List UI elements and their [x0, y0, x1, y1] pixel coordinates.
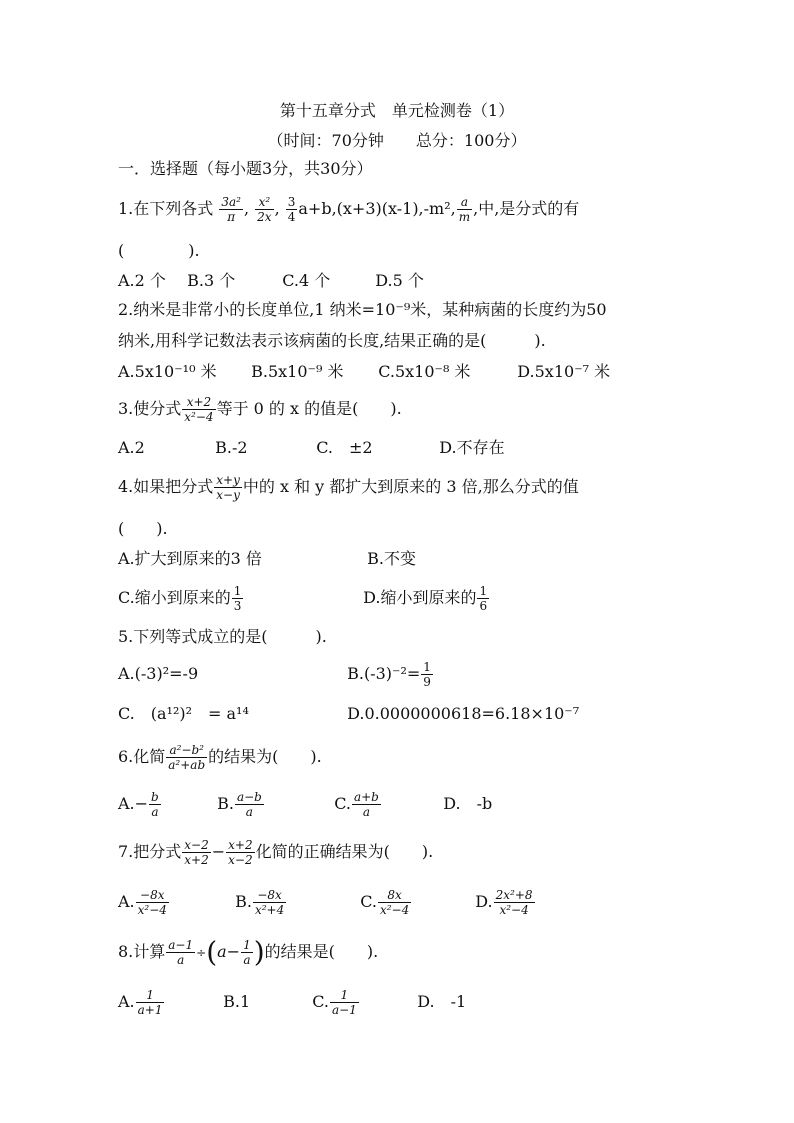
option-c: C. $\frac{8x}{\text{x²−4}}$ — [360, 888, 410, 917]
option-c: C.4 个 — [282, 271, 331, 290]
option-b: B.3 个 — [187, 271, 236, 290]
question-4-options-cd — [118, 584, 490, 613]
option-d: D. -b — [443, 794, 493, 813]
option-a: A.扩大到原来的3 倍 — [118, 549, 262, 568]
left-paren-icon: ( — [206, 935, 218, 969]
question-1-line2: ( ). — [118, 241, 200, 260]
question-4-stem: 4.如果把分式 $\frac{x+y}{x-y}$ 中的 x 和 y 都扩大到原来的 3 倍,那么分式的值 — [118, 473, 579, 502]
option-c: C. $\frac{a+b}{a}$ — [334, 790, 379, 819]
question-6-options — [118, 790, 492, 819]
option-d: D.5 个 — [375, 271, 424, 290]
fraction: $\frac{1}{a+1}$ — [137, 988, 163, 1017]
fraction: $\frac{-8x}{\text{x²+4}}$ — [254, 888, 285, 917]
fraction: $\frac{a-1}{a}$ — [168, 938, 194, 967]
fraction: $\frac{\text{x²}}{2x}$ — [257, 195, 272, 224]
option-a: A. $\frac{1}{a+1}$ — [118, 988, 163, 1017]
right-paren-icon: ) — [253, 935, 265, 969]
question-7-options — [118, 888, 536, 917]
option-b: B.不变 — [367, 549, 416, 568]
question-2-options — [118, 361, 610, 383]
option-a: A.(-3)²=-9 — [118, 664, 199, 683]
fraction: $\frac{a-b}{a}$ — [236, 790, 262, 819]
page-title: 第十五章分式 单元检测卷（1） — [279, 101, 515, 120]
option-c: C.5x10⁻⁸ 米 — [378, 362, 471, 381]
option-b: B.5x10⁻⁹ 米 — [251, 362, 344, 381]
option-c: C. ±2 — [316, 438, 373, 457]
option-b: B.1 — [223, 992, 251, 1011]
option-a: A.2 个 — [118, 271, 166, 290]
question-1-stem: 1.在下列各式 $\frac{\text{3a²}}{\pi}$ , $\frac{\text{x²}}{2x}$ , $\frac{3}{4}$ a+b,(x+3)(x-1),-m², $\frac{a}{m}$ ,中,是分式的有 — [118, 195, 580, 224]
fraction: $\frac{1}{3}$ — [233, 584, 242, 613]
section-heading: 一．选择题（每小题3分，共30分） — [118, 159, 373, 178]
option-d: D. $\frac{\text{2x²+8}}{\text{x²−4}}$ — [475, 888, 533, 917]
option-a: A.2 — [118, 438, 145, 457]
fraction: $\frac{x+y}{x-y}$ — [216, 473, 240, 502]
question-3-options — [118, 437, 505, 459]
option-d: D.缩小到原来的 $\frac{1}{6}$ — [363, 584, 488, 613]
option-c: C.缩小到原来的 $\frac{1}{3}$ — [118, 584, 242, 613]
question-6-stem: 6.化简 $\frac{\text{a²−b²}}{\text{a²+ab}}$ 的结果为( ). — [118, 743, 322, 772]
fraction: $\frac{\text{3a²}}{\pi}$ — [221, 195, 241, 224]
fraction: $\frac{-8x}{\text{x²−4}}$ — [137, 888, 167, 917]
option-b: B. $\frac{a-b}{a}$ — [217, 790, 262, 819]
question-3-stem: 3.使分式 $\frac{x+2}{\text{x²−4}}$ 等于 0 的 x 的值是( ). — [118, 395, 402, 424]
question-8-options — [118, 988, 466, 1017]
option-a: A.− $\frac{b}{a}$ — [118, 790, 159, 819]
option-a: A. $\frac{-8x}{\text{x²−4}}$ — [118, 888, 167, 917]
question-5-options-cd — [118, 703, 579, 725]
option-d: D.5x10⁻⁷ 米 — [517, 362, 611, 381]
option-b: B.(-3)⁻²= $\frac{1}{9}$ — [347, 660, 431, 689]
fraction: $\frac{a}{m}$ — [458, 195, 471, 224]
question-7-stem: 7.把分式 $\frac{x-2}{x+2}$ − $\frac{x+2}{x-2}$ 化简的正确结果为( ). — [118, 838, 434, 867]
option-d: D. -1 — [417, 992, 467, 1011]
option-c: C. $\frac{1}{a-1}$ — [312, 988, 357, 1017]
question-5-stem: 5.下列等式成立的是( ). — [118, 627, 327, 646]
fraction: $\frac{x-2}{x+2}$ — [184, 838, 209, 867]
option-d: D.0.0000000618=6.18×10⁻⁷ — [347, 704, 580, 723]
fraction: $\frac{1}{9}$ — [423, 660, 431, 689]
option-b: B. $\frac{-8x}{\text{x²+4}}$ — [235, 888, 285, 917]
question-8-stem: 8.计算 $\frac{a-1}{a}$ ÷(a− $\frac{1}{a}$ )的结果是( ). — [118, 935, 379, 969]
fraction: $\frac{1}{6}$ — [479, 584, 488, 613]
fraction: $\frac{3}{4}$ — [287, 195, 296, 224]
page-subtitle: （时间：70分钟 总分：100分） — [267, 131, 527, 150]
fraction: $\frac{x+2}{x-2}$ — [228, 838, 253, 867]
question-2-line2: 纳米,用科学记数法表示该病菌的长度,结果正确的是( ). — [118, 331, 546, 350]
question-1-options — [118, 270, 424, 292]
question-2-line1: 2.纳米是非常小的长度单位,1 纳米=10⁻⁹米，某种病菌的长度约为50 — [118, 300, 607, 319]
option-c: C. (a¹²)² = a¹⁴ — [118, 704, 249, 723]
fraction: $\frac{\text{a²−b²}}{\text{a²+ab}}$ — [168, 743, 206, 772]
fraction: $\frac{1}{a}$ — [243, 938, 251, 967]
fraction: $\frac{\text{2x²+8}}{\text{x²−4}}$ — [495, 888, 533, 917]
fraction: $\frac{x+2}{\text{x²−4}}$ — [184, 395, 214, 424]
fraction: $\frac{1}{a-1}$ — [331, 988, 357, 1017]
question-4-options-ab — [118, 548, 416, 570]
fraction: $\frac{a+b}{a}$ — [353, 790, 379, 819]
fraction: $\frac{8x}{\text{x²−4}}$ — [379, 888, 410, 917]
question-4-line2: ( ). — [118, 519, 168, 538]
option-d: D.不存在 — [439, 438, 505, 457]
question-5-options-ab — [118, 660, 434, 689]
option-a: A.5x10⁻¹⁰ 米 — [118, 362, 217, 381]
fraction: $\frac{b}{a}$ — [151, 790, 159, 819]
option-b: B.-2 — [215, 438, 248, 457]
